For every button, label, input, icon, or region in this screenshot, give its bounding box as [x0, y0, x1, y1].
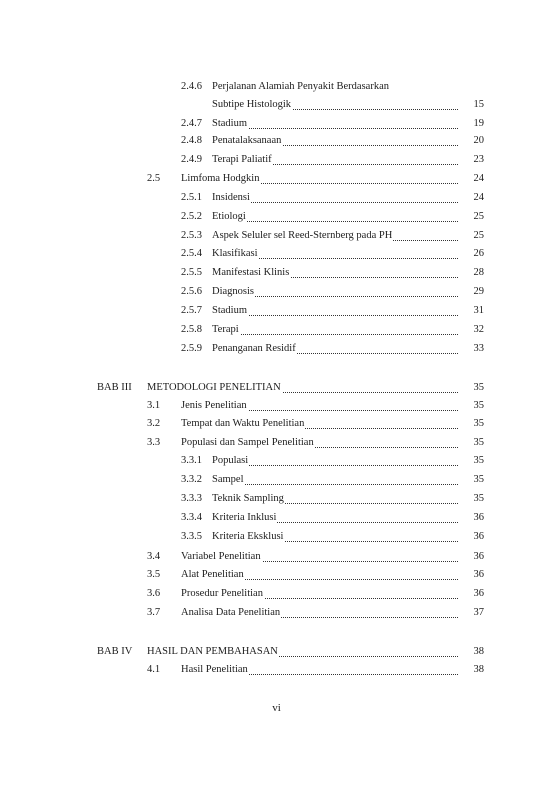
toc-entry-title-text: HASIL DAN PEMBAHASAN: [147, 646, 278, 657]
toc-entry-number: 3.3.1: [181, 455, 202, 466]
toc-entry: [0, 246, 553, 262]
toc-entry-title: [181, 398, 458, 414]
toc-entry-title: [212, 190, 458, 206]
toc-entry-page: 36: [473, 588, 484, 599]
toc-entry-title-text: Analisa Data Penelitian: [181, 607, 281, 618]
toc-entry-title: [212, 491, 458, 507]
toc-entry-page: 32: [473, 324, 484, 335]
toc-entry: [0, 491, 553, 507]
toc-entry-title: [212, 265, 458, 281]
toc-entry-title: [212, 116, 458, 132]
toc-entry-title-text: Insidensi: [212, 192, 250, 203]
toc-entry-title-text: Diagnosis: [212, 286, 254, 297]
toc-entry-title-text: Limfoma Hodgkin: [181, 173, 260, 184]
toc-entry-page: 19: [473, 118, 484, 129]
toc-entry-title-text: Aspek Seluler sel Reed-Sternberg pada PH: [212, 230, 393, 241]
toc-entry-number: 2.5.1: [181, 192, 202, 203]
toc-entry-number: 3.1: [147, 400, 161, 411]
toc-entry-number: 2.4.6: [181, 81, 202, 92]
toc-entry-page: 35: [473, 400, 484, 411]
toc-entry-title-text: Subtipe Histologik: [212, 99, 292, 110]
toc-entry-title: [147, 644, 458, 660]
toc-entry-title-text: Klasifikasi: [212, 248, 258, 259]
toc-entry: [0, 79, 553, 95]
toc-entry-title-text: Prosedur Penelitian: [181, 588, 263, 599]
toc-entry-title-text: Kriteria Eksklusi: [212, 531, 284, 542]
toc-entry-number: 3.2: [147, 418, 161, 429]
toc-entry: [0, 209, 553, 225]
toc-entry-title: [212, 453, 458, 469]
toc-entry-title: [212, 133, 458, 149]
toc-entry-number: BAB III: [97, 382, 132, 393]
toc-entry-title-text: Manifestasi Klinis: [212, 267, 290, 278]
toc-entry-title: [181, 662, 458, 678]
toc-entry: [0, 228, 553, 244]
toc-entry: [0, 662, 553, 678]
toc-entry: [0, 510, 553, 526]
toc-entry-title-text: Perjalanan Alamiah Penyakit Berdasarkan: [212, 81, 389, 92]
toc-entry: [0, 549, 553, 565]
toc-entry-page: 35: [473, 455, 484, 466]
page-number-footer: vi: [272, 702, 281, 714]
toc-entry-page: 24: [473, 173, 484, 184]
toc-entry-title: [212, 529, 458, 545]
toc-entry-title-text: Stadium: [212, 305, 248, 316]
toc-entry-number: 2.5.5: [181, 267, 202, 278]
toc-entry-title-text: Terapi: [212, 324, 239, 335]
dot-leader: [212, 315, 458, 316]
toc-entry-title: [181, 549, 458, 565]
toc-entry-title: [212, 303, 458, 319]
dot-leader: [212, 221, 458, 222]
toc-entry-number: 3.3: [147, 437, 161, 448]
toc-entry: [0, 644, 553, 660]
toc-entry-title-text: Terapi Paliatif: [212, 154, 272, 165]
toc-entry-number: 2.5: [147, 173, 161, 184]
toc-entry-number: 2.5.2: [181, 211, 202, 222]
toc-entry-title-text: Sampel: [212, 474, 244, 485]
toc-entry-number: 2.4.8: [181, 135, 202, 146]
toc-entry: [0, 472, 553, 488]
toc-entry-title-text: Variabel Penelitian: [181, 551, 261, 562]
toc-entry: [0, 605, 553, 621]
toc-entry-number: 3.6: [147, 588, 161, 599]
toc-entry-number: 2.5.6: [181, 286, 202, 297]
toc-entry-number: 2.4.7: [181, 118, 202, 129]
toc-entry-title: [212, 341, 458, 357]
toc-entry-title-text: Hasil Penelitian: [181, 664, 248, 675]
toc-entry-title-text: Populasi: [212, 455, 249, 466]
toc-entry-title: [212, 472, 458, 488]
toc-entry: [0, 265, 553, 281]
toc-entry: [0, 303, 553, 319]
toc-entry-page: 26: [473, 248, 484, 259]
toc-entry: [0, 171, 553, 187]
toc-entry-title: [181, 605, 458, 621]
toc-entry: [0, 341, 553, 357]
toc-entry-page: 36: [473, 569, 484, 580]
toc-entry-page: 35: [473, 418, 484, 429]
toc-entry-number: 3.4: [147, 551, 161, 562]
toc-entry-title: [181, 416, 458, 432]
toc-entry-title-text: Tempat dan Waktu Penelitian: [181, 418, 305, 429]
toc-entry-number: 2.5.7: [181, 305, 202, 316]
toc-entry-title: [212, 510, 458, 526]
toc-entry: [0, 416, 553, 432]
toc-entry-number: 3.3.2: [181, 474, 202, 485]
toc-entry-page: 35: [473, 474, 484, 485]
toc-entry-page: 37: [473, 607, 484, 618]
toc-entry: [0, 380, 553, 396]
toc-entry-title-text: Penanganan Residif: [212, 343, 296, 354]
toc-entry: [0, 398, 553, 414]
toc-entry-page: 35: [473, 382, 484, 393]
toc-entry-number: 3.3.4: [181, 512, 202, 523]
toc-entry-title: [181, 567, 458, 583]
toc-entry-page: 38: [473, 664, 484, 675]
dot-leader: [212, 484, 458, 485]
toc-entry-page: 24: [473, 192, 484, 203]
toc-entry: [0, 529, 553, 545]
toc-entry-page: 31: [473, 305, 484, 316]
toc-entry-page: 15: [473, 99, 484, 110]
toc-entry: [0, 97, 553, 113]
toc-entry: [0, 152, 553, 168]
toc-entry-number: BAB IV: [97, 646, 133, 657]
toc-entry-title-text: Kriteria Inklusi: [212, 512, 277, 523]
toc-entry-page: 25: [473, 211, 484, 222]
toc-entry-title: [181, 435, 458, 451]
toc-entry-title: [212, 246, 458, 262]
toc-entry-page: 35: [473, 493, 484, 504]
toc-entry-number: 2.5.8: [181, 324, 202, 335]
toc-entry-page: 25: [473, 230, 484, 241]
toc-entry: [0, 453, 553, 469]
toc-entry-number: 2.5.4: [181, 248, 202, 259]
toc-entry-title-text: Teknik Sampling: [212, 493, 284, 504]
toc-entry-number: 2.5.9: [181, 343, 202, 354]
toc-entry-number: 3.3.3: [181, 493, 202, 504]
toc-entry-number: 3.7: [147, 607, 161, 618]
toc-entry-page: 35: [473, 437, 484, 448]
toc-entry-page: 36: [473, 551, 484, 562]
toc-entry-title: [181, 171, 458, 187]
toc-entry-title-text: Alat Penelitian: [181, 569, 244, 580]
toc-entry-number: 4.1: [147, 664, 161, 675]
toc-entry-title-text: Stadium: [212, 118, 248, 129]
toc-entry-title: [212, 228, 458, 244]
toc-entry: [0, 322, 553, 338]
toc-entry-number: 3.5: [147, 569, 161, 580]
toc-entry: [0, 435, 553, 451]
toc-entry-title-text: Penatalaksanaan: [212, 135, 282, 146]
toc-entry-page: 36: [473, 512, 484, 523]
toc-entry-title: [212, 284, 458, 300]
toc-entry-title-text: Etiologi: [212, 211, 246, 222]
toc-entry: [0, 133, 553, 149]
toc-entry-number: 2.5.3: [181, 230, 202, 241]
toc-entry-page: 28: [473, 267, 484, 278]
toc-entry: [0, 116, 553, 132]
toc-entry-title-text: METODOLOGI PENELITIAN: [147, 382, 281, 393]
toc-entry-title: [181, 586, 458, 602]
toc-entry-title: [212, 322, 458, 338]
toc-entry-number: 2.4.9: [181, 154, 202, 165]
toc-entry-title: [212, 209, 458, 225]
toc-entry-title: [147, 380, 458, 396]
dot-leader: [212, 334, 458, 335]
toc-entry: [0, 567, 553, 583]
toc-entry: [0, 284, 553, 300]
toc-entry: [0, 190, 553, 206]
toc-entry: [0, 586, 553, 602]
dot-leader: [212, 128, 458, 129]
toc-entry-page: 23: [473, 154, 484, 165]
toc-entry-title-text: Populasi dan Sampel Penelitian: [181, 437, 314, 448]
toc-entry-title: [212, 79, 458, 95]
toc-entry-title: [212, 152, 458, 168]
toc-entry-page: 36: [473, 531, 484, 542]
toc-entry-page: 29: [473, 286, 484, 297]
toc-entry-page: 38: [473, 646, 484, 657]
toc-entry-title: [212, 97, 458, 113]
toc-entry-title-text: Jenis Penelitian: [181, 400, 247, 411]
toc-entry-page: 33: [473, 343, 484, 354]
toc-entry-page: 20: [473, 135, 484, 146]
toc-entry-number: 3.3.5: [181, 531, 202, 542]
